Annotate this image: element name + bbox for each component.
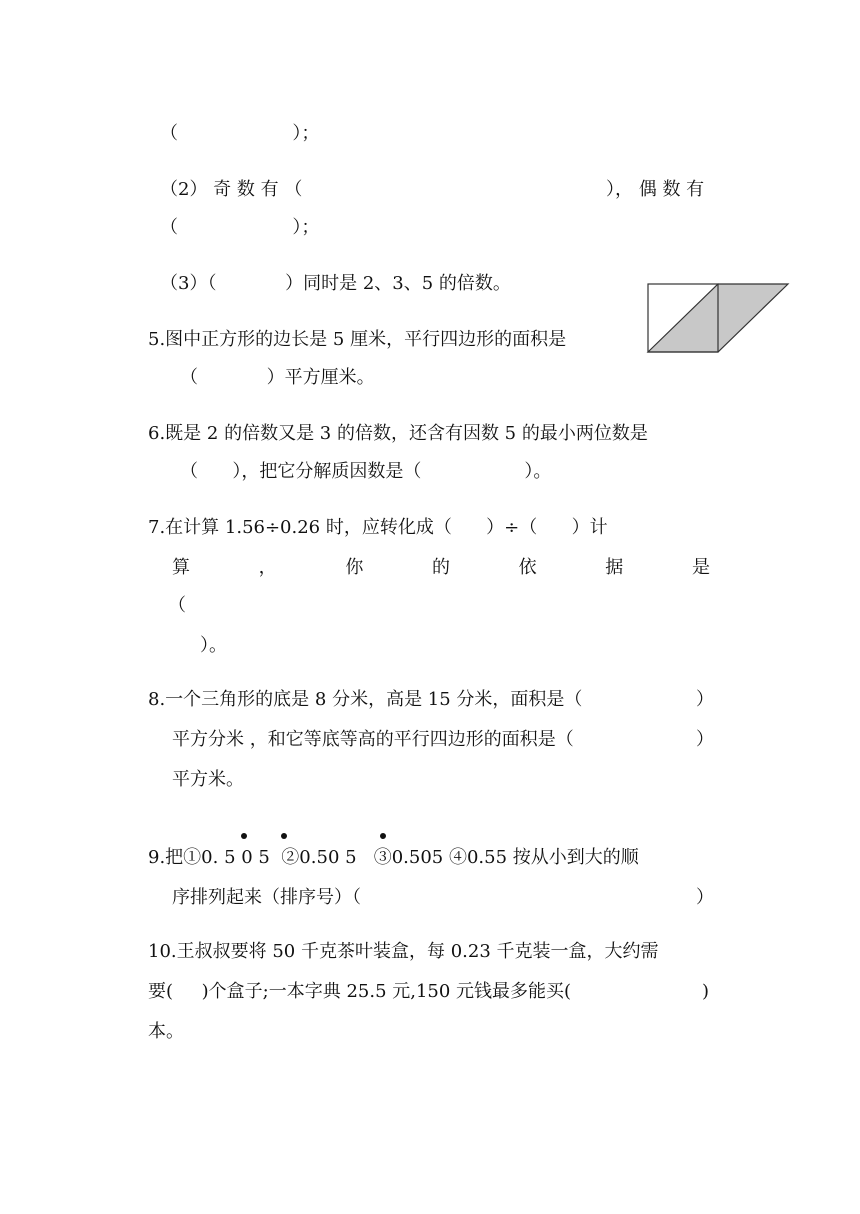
q4-part2-odd: （2） 奇 数 有 （ <box>160 179 303 200</box>
q8-line-1-end: ） <box>696 689 714 710</box>
q7-char: 算 <box>172 557 190 578</box>
q7-char: 据 <box>605 557 624 578</box>
q7-line-4: ）。 <box>200 635 227 656</box>
q10-line-2: 要( )个盒子;一本字典 25.5 元,150 元钱最多能买( <box>148 981 572 1002</box>
q7-line-2 <box>172 556 710 580</box>
q7-char: ， <box>258 557 277 578</box>
q7-char: 是 <box>691 557 710 578</box>
q7-line-1: 7.在计算 1.56÷0.26 时，应转化成（ ）÷（ ）计 <box>148 517 608 538</box>
q10-line-1: 10.王叔叔要将 50 千克茶叶装盒，每 0.23 千克装一盒，大约需 <box>148 941 659 962</box>
square-parallelogram-figure <box>646 280 792 356</box>
q6-line-1: 6.既是 2 的倍数又是 3 的倍数，还含有因数 5 的最小两位数是 <box>148 423 648 444</box>
repeating-dot <box>241 833 247 839</box>
q5-line-2: （ ）平方厘米。 <box>180 367 375 388</box>
q7-line-3: （ <box>168 595 186 616</box>
q7-char: 的 <box>431 557 450 578</box>
q5-line-1: 5.图中正方形的边长是 5 厘米，平行四边形的面积是 <box>148 329 567 350</box>
q10-line-2-end: ) <box>702 981 710 1002</box>
q7-char: 你 <box>345 557 364 578</box>
q8-line-2-end: ） <box>696 729 714 750</box>
q4-part3: （3）（ ）同时是 2、3、5 的倍数。 <box>160 273 511 294</box>
q7-char: 依 <box>518 557 537 578</box>
q8-line-1: 8.一个三角形的底是 8 分米，高是 15 分米，面积是（ <box>148 689 583 710</box>
q4-line-1: （ ）； <box>160 123 320 144</box>
repeating-dot <box>380 833 386 839</box>
q8-line-3: 平方米。 <box>172 769 244 790</box>
q6-line-2: （ ），把它分解质因数是（ ）。 <box>180 461 552 482</box>
q10-line-3: 本。 <box>148 1021 184 1042</box>
q9-line-2: 序排列起来（排序号）（ <box>172 887 361 908</box>
q8-line-2: 平方分米 ，和它等底等高的平行四边形的面积是（ <box>172 729 574 750</box>
q4-part2-even: ）， 偶 数 有 <box>606 179 705 200</box>
q9-line-2-end: ） <box>696 887 714 908</box>
q9-line-1: 9.把①0. 5 0 5 ②0.50 5 ③0.505 ④0.55 按从小到大的顺 <box>148 847 639 868</box>
q4-line-3: （ ）； <box>160 217 320 238</box>
repeating-dot <box>281 833 287 839</box>
